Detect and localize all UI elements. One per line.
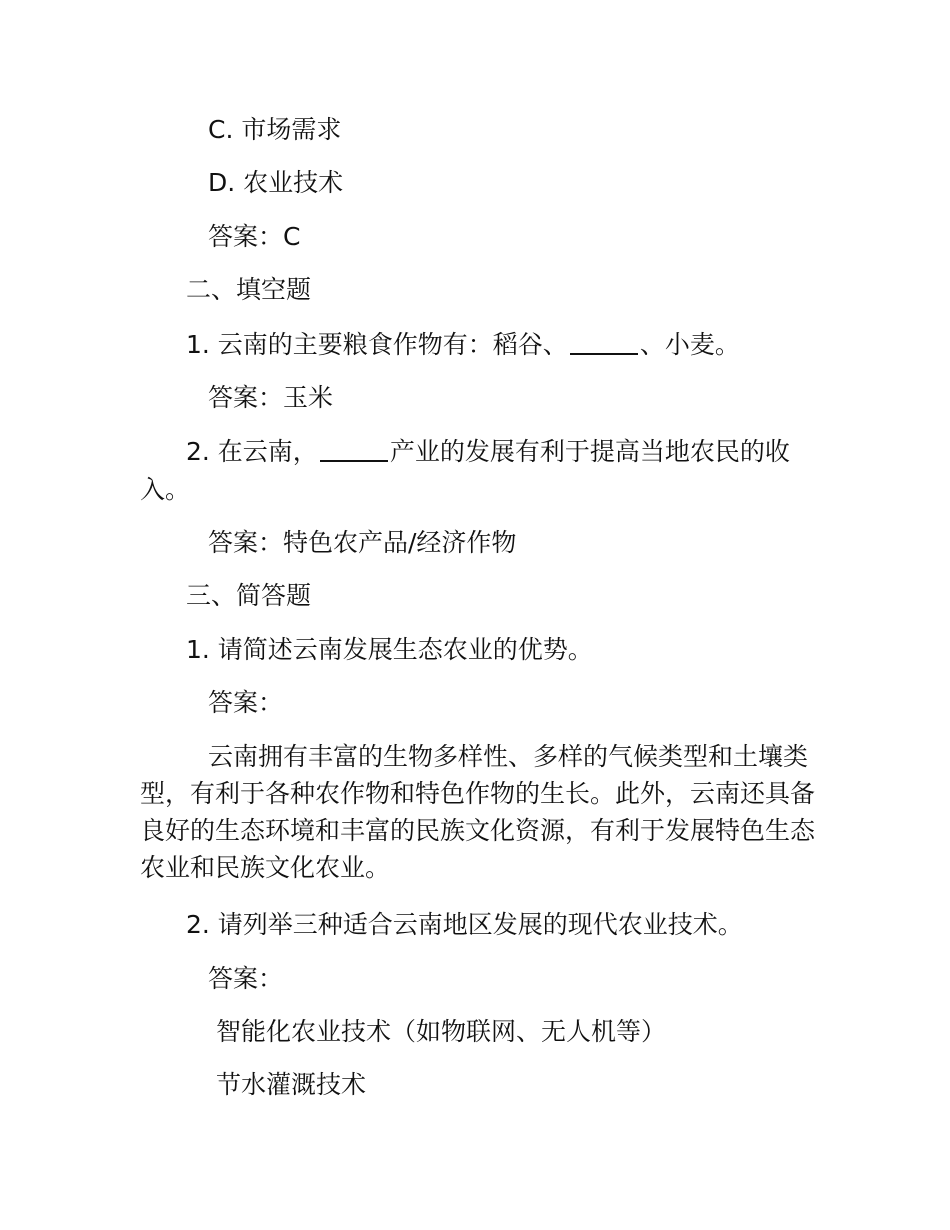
answer-choice: 答案：C: [208, 222, 301, 251]
choice-d: D. 农业技术: [208, 168, 344, 197]
short-answer-1-label: 答案：: [208, 688, 284, 717]
fill-question-2-continued: 入。: [140, 475, 191, 504]
fill-question-1-suffix: 、小麦。: [639, 330, 740, 359]
section-heading-fill: 二、填空题: [186, 275, 312, 304]
choice-c: C. 市场需求: [208, 115, 342, 144]
fill-question-1: [186, 329, 740, 361]
fill-question-2: [186, 436, 790, 468]
answer-blank: [570, 331, 638, 355]
fill-question-2-prefix: 2. 在云南，: [186, 437, 318, 466]
short-answer-1-text: 云南拥有丰富的生物多样性、多样的气候类型和土壤类型，有利于各种农作物和特色作物的生长。此外，云南还具备良好的生态环境和丰富的民族文化资源，有利于发展特色生态农业和民族文化农业。: [140, 742, 816, 882]
short-answer-2-item-1: 智能化农业技术（如物联网、无人机等）: [216, 1017, 667, 1046]
fill-answer-1: 答案：玉米: [208, 383, 334, 412]
short-answer-2-label: 答案：: [208, 964, 284, 993]
section-heading-short: 三、简答题: [186, 581, 312, 610]
short-answer-1-paragraph: [140, 738, 820, 886]
fill-question-1-prefix: 1. 云南的主要粮食作物有：稻谷、: [186, 330, 568, 359]
fill-answer-2: 答案：特色农产品/经济作物: [208, 528, 517, 557]
short-question-2: 2. 请列举三种适合云南地区发展的现代农业技术。: [186, 910, 743, 939]
fill-question-2-suffix: 产业的发展有利于提高当地农民的收: [389, 437, 790, 466]
answer-blank: [320, 438, 388, 462]
short-question-1: 1. 请简述云南发展生态农业的优势。: [186, 635, 593, 664]
short-answer-2-item-2: 节水灌溉技术: [216, 1070, 367, 1099]
